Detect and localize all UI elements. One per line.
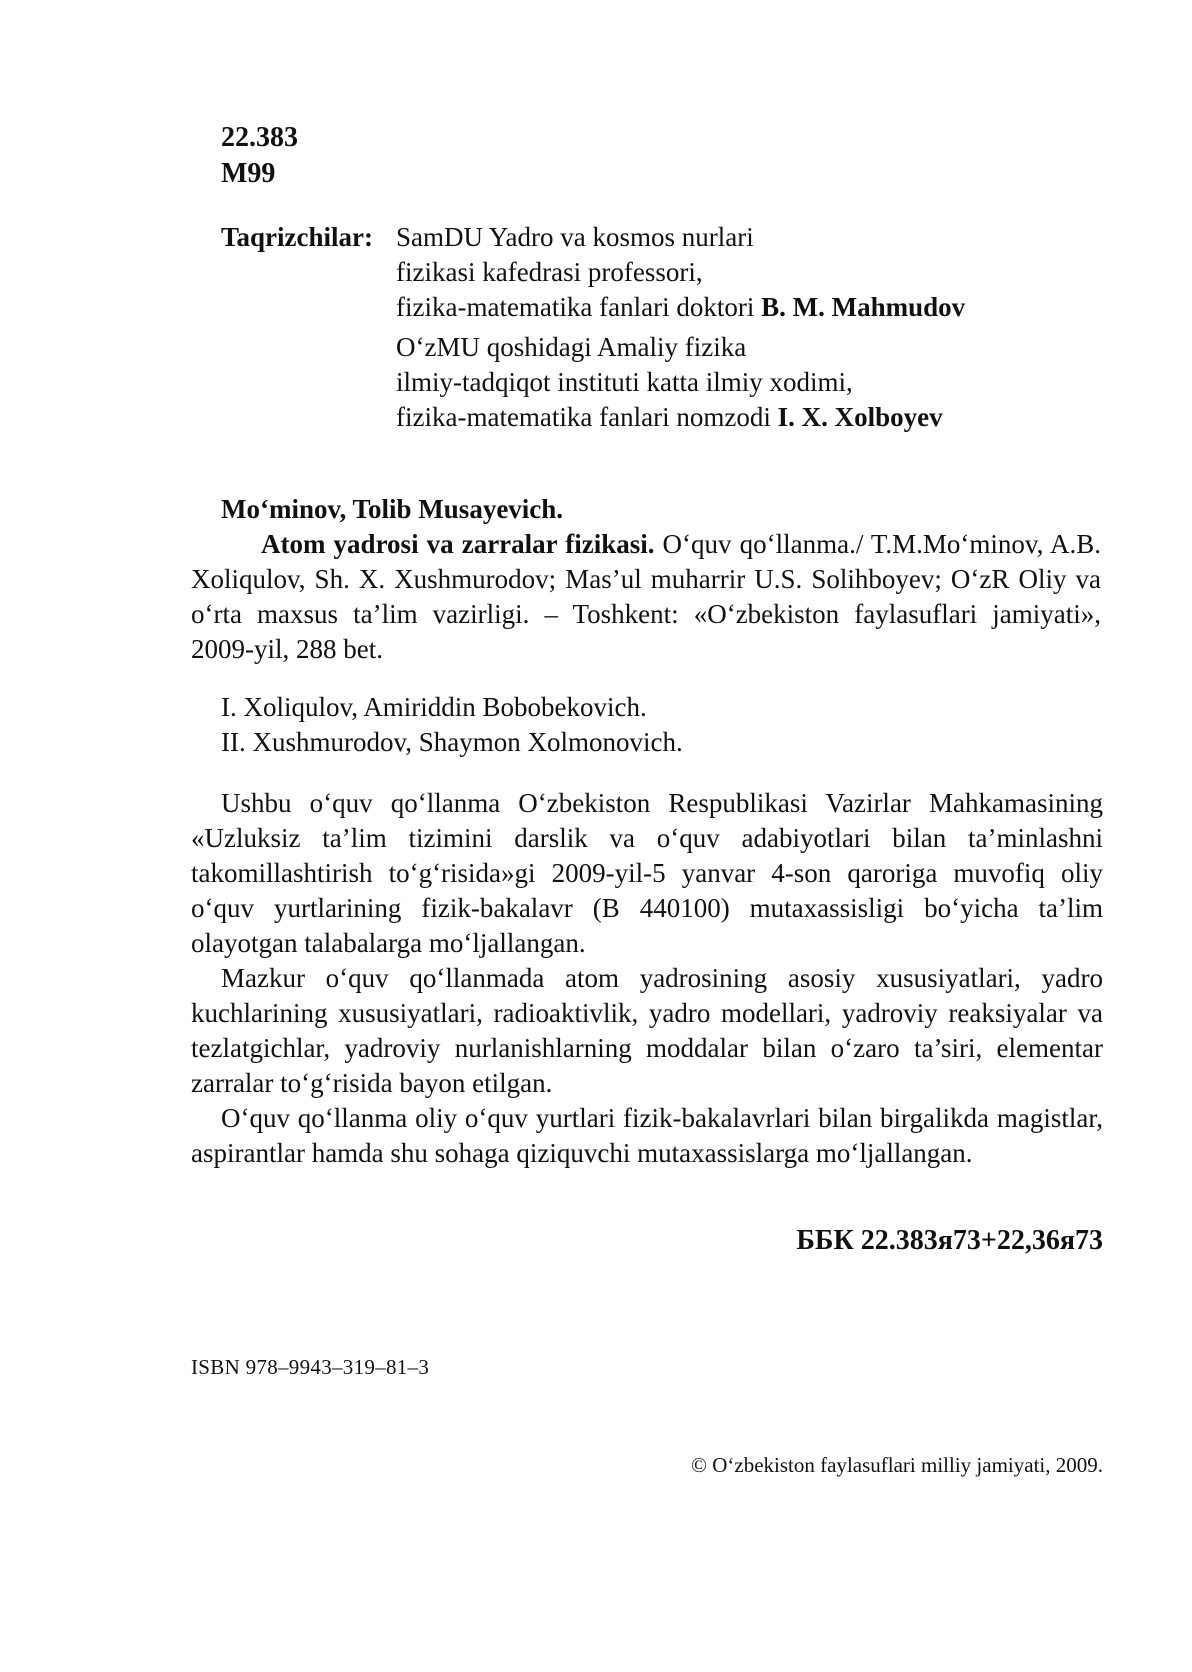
reviewer-2-degree: fizika-matematika fanlari nomzodi bbox=[396, 402, 771, 432]
reviewer-1-line: SamDU Yadro va kosmos nurlari bbox=[396, 222, 754, 252]
annotation-paragraph: O‘quv qo‘llanma oliy o‘quv yurtlari fizik-bakalavrlari bilan birgalikda magistlar, aspirantlar hamda shu sohaga qiziquvchi mutaxassislarga mo‘ljallangan. bbox=[191, 1103, 1103, 1168]
reviewer-2-line: O‘zMU qoshidagi Amaliy fizika bbox=[396, 332, 747, 362]
coauthor-entry: I. Xoliqulov, Amiriddin Bobobekovich. bbox=[221, 692, 647, 722]
annotation-paragraph: Ushbu o‘quv qo‘llanma O‘zbekiston Respublikasi Vazirlar Mahkamasining «Uzluksiz ta’lim tizimini darslik va o‘quv adabiyotlari bilan ta’minlashni takomillashtirish to‘g‘risida»gi 2009-yil-5 yanvar 4-son qaroriga muvofiq oliy o‘quv yurtlarining fizik-bakalavr (B 440100) mutaxassisligi bo‘yicha ta’lim olayotgan talabalarga mo‘ljallangan. bbox=[191, 788, 1103, 958]
bbk-code: ББК 22.383я73+22,36я73 bbox=[796, 1225, 1103, 1256]
reviewer-1-degree: fizika-matematika fanlari doktori bbox=[396, 292, 755, 322]
bibliographic-record bbox=[191, 492, 1101, 667]
udc-code: 22.383 bbox=[221, 122, 298, 153]
udc-block bbox=[221, 120, 298, 192]
main-author: Mo‘minov, Tolib Musayevich. bbox=[221, 494, 564, 524]
copyright-notice: © O‘zbekiston faylasuflari milliy jamiyati, 2009. bbox=[691, 1453, 1103, 1477]
isbn: ISBN 978–9943–319–81–3 bbox=[191, 1355, 430, 1379]
reviewer-1-line bbox=[396, 290, 965, 325]
reviewer-2-line: ilmiy-tadqiqot instituti katta ilmiy xodimi, bbox=[396, 367, 853, 397]
reviewer-2-line bbox=[396, 400, 943, 435]
author-mark: M99 bbox=[221, 158, 276, 189]
reviewer-2-name: I. X. Xolboyev bbox=[777, 402, 943, 432]
coauthors-list bbox=[221, 690, 683, 760]
reviewer-1 bbox=[396, 220, 965, 325]
reviewer-1-line: fizikasi kafedrasi professori, bbox=[396, 257, 703, 287]
reviewer-2 bbox=[396, 330, 943, 435]
coauthor-entry: II. Xushmurodov, Shaymon Xolmonovich. bbox=[221, 727, 683, 757]
reviewer-1-name: B. M. Mahmudov bbox=[761, 292, 966, 322]
book-title: Atom yadrosi va zarralar fizikasi. bbox=[261, 529, 655, 559]
annotation bbox=[191, 786, 1103, 1171]
annotation-paragraph: Mazkur o‘quv qo‘llanmada atom yadrosining asosiy xususiyatlari, yadro kuchlarining xususiyatlari, radioaktivlik, yadro modellari, yadroviy reaksiyalar va tezlatgichlar, yadroviy nurlanishlarning moddalar bilan o‘zaro ta’siri, elementar zarralar to‘g‘risida bayon etilgan. bbox=[191, 963, 1103, 1098]
reviewers-label: Taqrizchilar: bbox=[221, 222, 373, 252]
bibliographic-details: O‘quv qo‘llanma./ T.M.Mo‘minov, A.B. Xoliqulov, Sh. X. Xushmurodov; Mas’ul muharrir U.S. Solihboyev; O‘zR Oliy va o‘rta maxsus ta’lim vazirligi. – Toshkent: «O‘zbekiston faylasuflari jamiyati», 2009-yil, 288 bet. bbox=[191, 529, 1101, 664]
bibliographic-description bbox=[191, 527, 1101, 667]
